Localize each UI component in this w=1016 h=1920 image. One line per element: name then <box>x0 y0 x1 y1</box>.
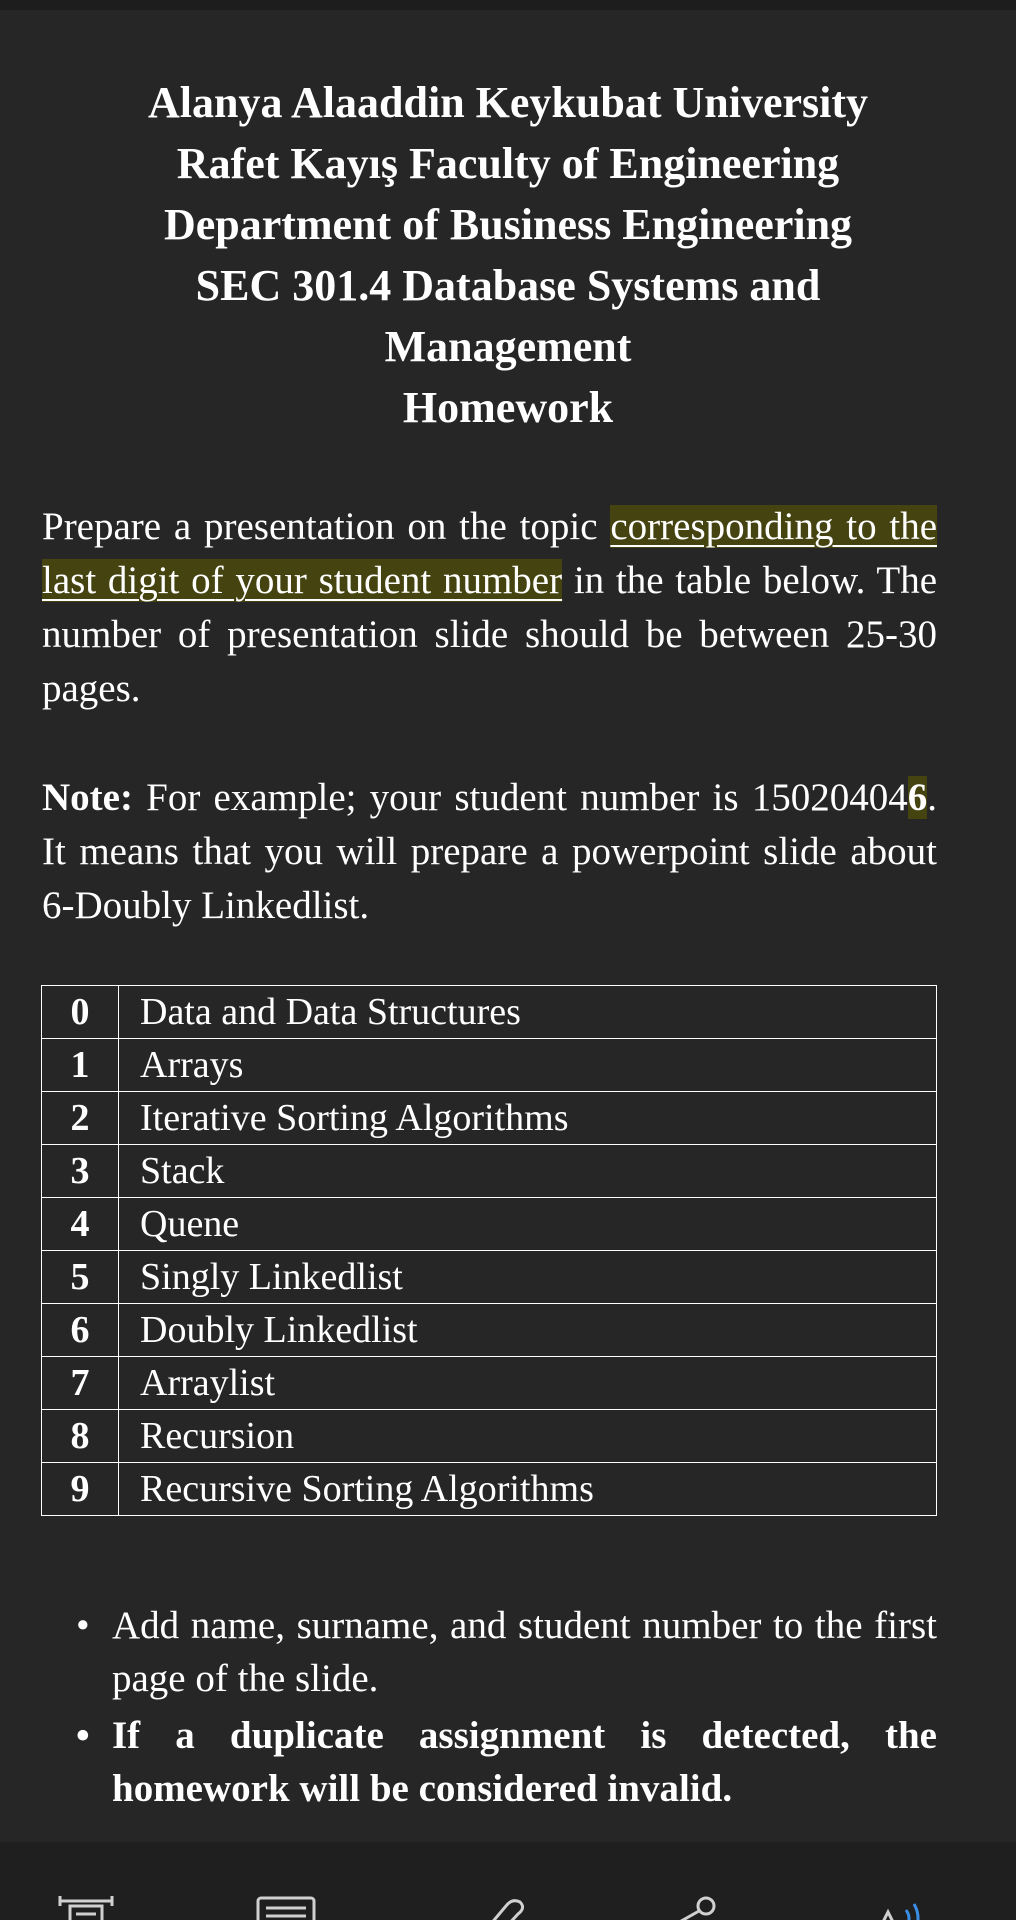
table-row <box>42 1304 937 1357</box>
header-department: Department of Business Engineering <box>163 200 853 249</box>
topic-number: 6 <box>42 1304 119 1357</box>
topic-name: Doubly Linkedlist <box>119 1304 937 1357</box>
table-row <box>42 1092 937 1145</box>
table-row <box>42 1410 937 1463</box>
topic-number: 1 <box>42 1039 119 1092</box>
topics-table <box>41 985 937 1516</box>
table-row <box>42 986 937 1039</box>
note-label: Note: <box>42 776 133 819</box>
note-text-part1: For example; your student number is 15020404 <box>132 776 908 819</box>
top-bar <box>0 0 1016 10</box>
intro-text-before: Prepare a presentation on the topic <box>42 505 611 548</box>
header-faculty: Rafet Kayış Faculty of Engineering <box>176 139 840 188</box>
topic-number: 8 <box>42 1410 119 1463</box>
header-homework: Homework <box>402 383 614 432</box>
table-row <box>42 1198 937 1251</box>
topic-number: 9 <box>42 1463 119 1516</box>
topic-number: 7 <box>42 1357 119 1410</box>
topic-name: Iterative Sorting Algorithms <box>119 1092 937 1145</box>
intro-paragraph <box>42 500 937 716</box>
bottom-toolbar <box>0 1842 1016 1920</box>
table-row <box>42 1251 937 1304</box>
topic-name: Data and Data Structures <box>119 986 937 1039</box>
instruction-text: Add name, surname, and student number to the first page of the slide. <box>112 1604 937 1700</box>
pen-icon[interactable] <box>470 1892 534 1920</box>
list-item <box>0 1599 1016 1705</box>
table-row <box>42 1357 937 1410</box>
topic-number: 4 <box>42 1198 119 1251</box>
topic-number: 3 <box>42 1145 119 1198</box>
header-course-line2: Management <box>384 322 632 371</box>
document-header <box>0 72 1016 438</box>
list-item <box>0 1709 1016 1815</box>
topic-number: 0 <box>42 986 119 1039</box>
bullet-marker: • <box>76 1604 90 1647</box>
table-row <box>42 1463 937 1516</box>
header-university: Alanya Alaaddin Keykubat University <box>147 78 869 127</box>
topic-number: 5 <box>42 1251 119 1304</box>
table-row <box>42 1145 937 1198</box>
topic-name: Stack <box>119 1145 937 1198</box>
topic-name: Recursive Sorting Algorithms <box>119 1463 937 1516</box>
note-highlighted-digit: 6 <box>907 776 928 819</box>
topic-name: Recursion <box>119 1410 937 1463</box>
topic-name: Quene <box>119 1198 937 1251</box>
topic-name: Arrays <box>119 1039 937 1092</box>
share-icon[interactable] <box>666 1892 730 1920</box>
intro-highlight: corresponding to the last digit of your student number <box>42 505 937 602</box>
note-paragraph <box>42 771 937 933</box>
table-row <box>42 1039 937 1092</box>
read-aloud-icon[interactable] <box>872 1892 936 1920</box>
instruction-text: If a duplicate assignment is detected, the homework will be considered invalid. <box>112 1714 937 1810</box>
note-text-part2: . It means that you will prepare a powerpoint slide about 6-Doubly Linkedlist. <box>42 776 937 927</box>
fit-width-icon[interactable] <box>54 1892 118 1920</box>
intro-text-after: in the table below. The number of presentation slide should be between 25-30 pages. <box>42 559 938 710</box>
topic-name: Arraylist <box>119 1357 937 1410</box>
topic-number: 2 <box>42 1092 119 1145</box>
bullet-marker: • <box>76 1714 90 1757</box>
text-view-icon[interactable] <box>254 1892 318 1920</box>
instructions-list <box>0 1599 1016 1819</box>
topic-name: Singly Linkedlist <box>119 1251 937 1304</box>
header-course-line1: SEC 301.4 Database Systems and <box>195 261 821 310</box>
